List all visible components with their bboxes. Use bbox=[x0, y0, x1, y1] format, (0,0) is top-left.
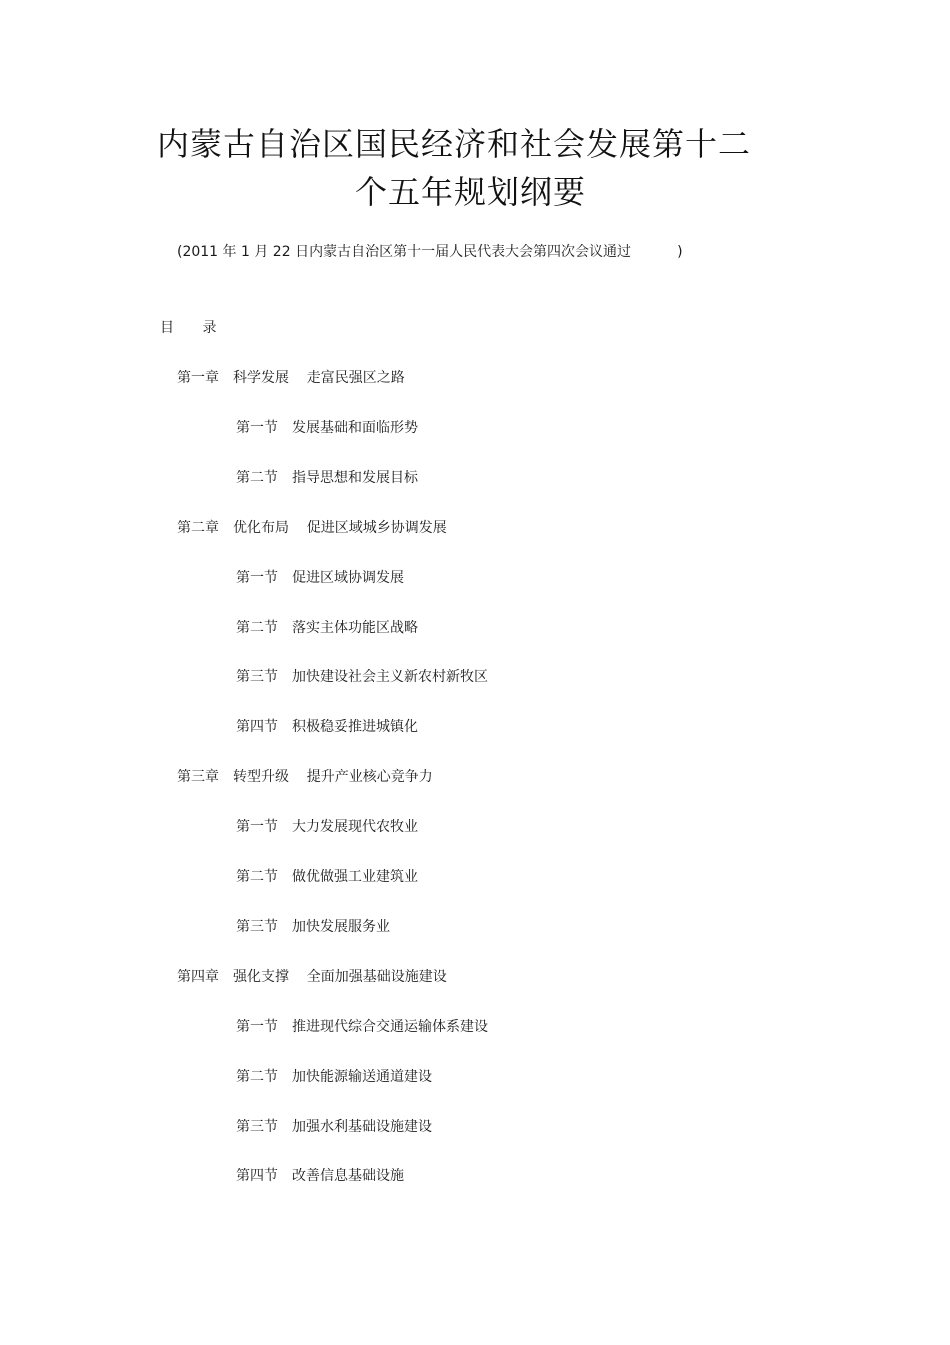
toc-section-entry bbox=[236, 618, 418, 638]
chapter-number: 第四章 bbox=[177, 969, 219, 985]
toc-section-entry bbox=[236, 1166, 404, 1186]
document-title-line-1: 内蒙古自治区国民经济和社会发展第十二 bbox=[157, 125, 752, 163]
chapter-title: 优化布局 促进区域城乡协调发展 bbox=[233, 520, 447, 536]
section-title: 加快发展服务业 bbox=[292, 919, 390, 935]
section-number: 第一节 bbox=[236, 819, 278, 835]
chapter-title: 强化支撑 全面加强基础设施建设 bbox=[233, 969, 447, 985]
adoption-note bbox=[177, 242, 683, 262]
section-title: 发展基础和面临形势 bbox=[292, 420, 418, 436]
section-number: 第四节 bbox=[236, 1168, 278, 1184]
section-title: 落实主体功能区战略 bbox=[292, 620, 418, 636]
chapter-title: 转型升级 提升产业核心竞争力 bbox=[233, 769, 433, 785]
section-number: 第二节 bbox=[236, 869, 278, 885]
section-number: 第三节 bbox=[236, 1119, 278, 1135]
section-title: 促进区域协调发展 bbox=[292, 570, 404, 586]
toc-section-entry bbox=[236, 667, 488, 687]
adoption-note-close: ) bbox=[677, 244, 683, 260]
toc-section-entry bbox=[236, 568, 404, 588]
toc-section-entry bbox=[236, 1017, 488, 1037]
document-title-line-2: 个五年规划纲要 bbox=[355, 173, 587, 211]
chapter-number: 第三章 bbox=[177, 769, 219, 785]
section-number: 第一节 bbox=[236, 570, 278, 586]
toc-heading: 目 录 bbox=[160, 320, 229, 336]
section-title: 大力发展现代农牧业 bbox=[292, 819, 418, 835]
section-title: 推进现代综合交通运输体系建设 bbox=[292, 1019, 488, 1035]
toc-chapter-entry bbox=[177, 967, 447, 987]
section-title: 改善信息基础设施 bbox=[292, 1168, 404, 1184]
section-number: 第三节 bbox=[236, 919, 278, 935]
section-number: 第二节 bbox=[236, 470, 278, 486]
toc-chapter-entry bbox=[177, 767, 433, 787]
toc-section-entry bbox=[236, 1067, 432, 1087]
section-number: 第二节 bbox=[236, 1069, 278, 1085]
toc-section-entry bbox=[236, 468, 418, 488]
adoption-note-text: (2011 年 1 月 22 日内蒙古自治区第十一届人民代表大会第四次会议通过 bbox=[177, 244, 632, 260]
toc-section-entry bbox=[236, 418, 418, 438]
toc-section-entry bbox=[236, 1117, 432, 1137]
section-title: 加强水利基础设施建设 bbox=[292, 1119, 432, 1135]
toc-chapter-entry bbox=[177, 368, 405, 388]
section-title: 加快能源输送通道建设 bbox=[292, 1069, 432, 1085]
section-number: 第一节 bbox=[236, 1019, 278, 1035]
section-number: 第一节 bbox=[236, 420, 278, 436]
section-title: 积极稳妥推进城镇化 bbox=[292, 719, 418, 735]
toc-section-entry bbox=[236, 867, 418, 887]
chapter-title: 科学发展 走富民强区之路 bbox=[233, 370, 405, 386]
toc-section-entry bbox=[236, 717, 418, 737]
section-title: 指导思想和发展目标 bbox=[292, 470, 418, 486]
toc-section-entry bbox=[236, 917, 390, 937]
toc-chapter-entry bbox=[177, 518, 447, 538]
section-number: 第四节 bbox=[236, 719, 278, 735]
section-title: 加快建设社会主义新农村新牧区 bbox=[292, 669, 488, 685]
section-number: 第二节 bbox=[236, 620, 278, 636]
section-number: 第三节 bbox=[236, 669, 278, 685]
chapter-number: 第一章 bbox=[177, 370, 219, 386]
toc-section-entry bbox=[236, 817, 418, 837]
chapter-number: 第二章 bbox=[177, 520, 219, 536]
section-title: 做优做强工业建筑业 bbox=[292, 869, 418, 885]
